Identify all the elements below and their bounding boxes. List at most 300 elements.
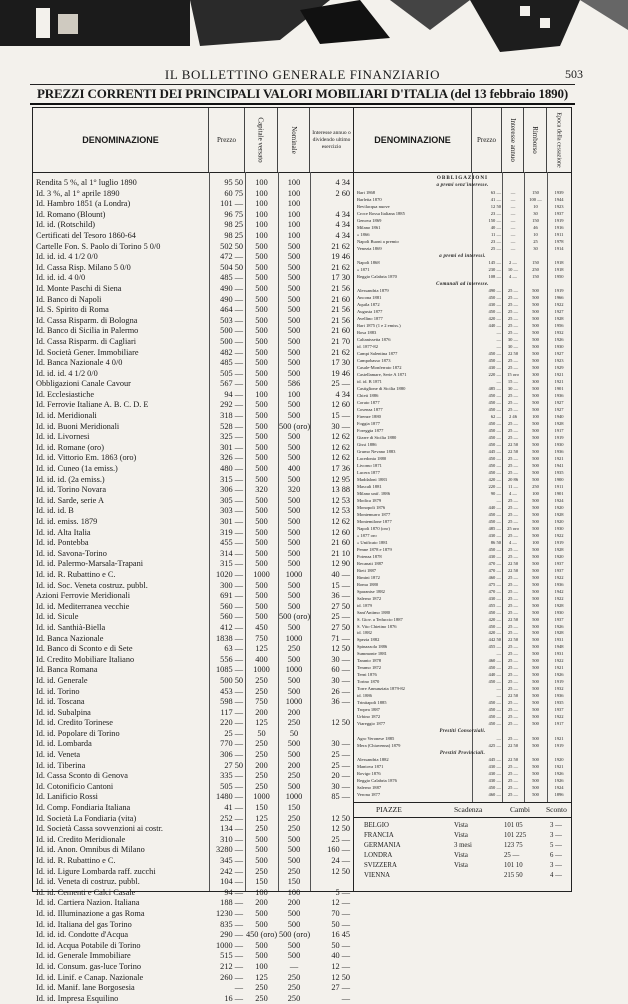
row-denominazione: Id. Cotonificio Cantoni [36,781,114,791]
row-interesse: 27 — [331,983,350,993]
row-nominale: 500 [287,517,301,526]
row-interesse: 27 50 [331,601,350,611]
list-item [354,337,571,344]
row-interesse: 25 — [507,574,519,580]
table-row [33,506,353,517]
row-prezzo: 482 — [220,347,243,357]
row-prezzo: 485 — [488,386,501,392]
row-nominale: 250 [287,813,301,823]
row-prezzo: 504 50 [220,262,243,272]
row-prezzo: 90 — [490,490,501,496]
table-row [33,400,353,411]
list-item [354,344,571,351]
row-prezzo: 104 — [220,877,243,887]
row-capitale: 500 [255,241,268,251]
list-item [354,218,571,225]
row-capitale: 100 [255,389,268,399]
row-prezzo: 450 — [488,393,501,399]
row-interesse: 25 — [507,770,519,776]
row-interesse: 24 — [331,856,350,865]
list-item [354,568,571,575]
row-prezzo: 25 — [224,728,243,738]
row-interesse: 25 — [507,462,519,468]
list-item [354,365,571,372]
row-nominale: 500 [287,750,301,760]
row-epoca: 1914 [554,245,564,251]
list-item [354,526,571,533]
row-denominazione: Modica 1879 [357,497,382,503]
row-prezzo: 23 — [490,238,501,244]
row-nominale: 250 [287,771,301,781]
row-rimborso: 10 [533,231,538,237]
row-interesse: — [510,231,516,237]
row-rimborso: 300 [532,372,539,378]
row-denominazione: Mantova 1871 [357,763,384,769]
row-epoca: 1927 [554,406,564,412]
row-nominale: 100 [287,887,301,897]
row-interesse: 25 — [507,323,519,329]
row-prezzo: 63 — [224,644,243,654]
row-rimborso: 500 [532,651,539,657]
row-denominazione: Napoli 1870 (oro) [357,525,390,531]
row-interesse: 15 — [331,411,350,421]
row-denominazione: Id. id. id. 4 1/2 0/0 [36,252,98,262]
row-denominazione: Id. Banco di Napoli [36,294,102,304]
row-rimborso: 500 [532,658,539,664]
row-prezzo: 230 — [488,266,501,272]
row-epoca: 1926 [554,770,564,776]
left-rows [33,178,353,1004]
row-interesse: 25 — [507,700,519,706]
row-denominazione: Potenza 1878 [357,553,382,559]
row-interesse: 40 — [331,951,350,961]
row-epoca: 1928 [554,420,564,426]
row-prezzo: 450 — [488,351,501,357]
row-prezzo: 450 — [488,609,501,615]
row-denominazione: Spezia 1882 [357,637,380,643]
row-prezzo: 450 — [488,714,501,720]
row-denominazione: Rieti 1887 [357,567,377,573]
table-row [33,718,353,729]
row-prezzo: 505 — [220,781,243,791]
row-denominazione: Id. Romano (Blount) [36,209,106,219]
table-row [33,210,353,221]
row-rimborso: 100 [532,490,539,496]
row-nominale: 50 [289,728,299,738]
row-denominazione: Milano 1861 [357,224,381,230]
row-epoca: 1940 [554,413,564,419]
row-epoca: 1924 [554,784,564,790]
row-capitale: 100 [255,199,268,209]
row-prezzo: 450 — [488,518,501,524]
row-denominazione: Tropea 1887 [357,707,380,713]
list-item [354,449,571,456]
section-title: OBBLIGAZIONI [436,175,489,181]
row-epoca: 1944 [554,196,564,202]
row-capitale: 200 [255,707,268,717]
row-capitale: 500 [255,580,268,590]
row-denominazione: Firenze 1880 [357,413,381,419]
row-denominazione: Mera (Chiavenna) 1879 [357,742,401,748]
row-nominale: 200 [287,898,301,908]
row-prezzo: 315 — [220,474,243,484]
row-nominale: 500 [287,675,301,685]
row-interesse: 25 — [507,420,519,426]
list-item [354,505,571,512]
row-denominazione: Maddaloni 1883 [357,476,387,482]
list-item [354,393,571,400]
row-interesse: 21 60 [331,538,350,548]
row-interesse: 25 — [507,497,519,503]
list-item [354,665,571,672]
row-denominazione: Id. Società La Fondiaria (vita) [36,813,137,823]
row-rimborso: 500 [532,560,539,566]
table-row [33,422,353,433]
row-capitale: 500 [255,294,268,304]
row-capitale: 500 [255,612,268,622]
row-capitale: 500 [255,495,268,505]
row-prezzo: — [496,344,501,350]
list-item [354,596,571,603]
row-denominazione: Gissi 1886 [357,441,377,447]
row-denominazione: Cosenza 1877 [357,406,383,412]
row-prezzo: 440 — [488,504,501,510]
row-denominazione: Agro Veronese 1885 [357,735,395,741]
row-prezzo: 220 — [220,718,243,728]
row-prezzo: 500 — [220,326,243,336]
row-epoca: 1936 [554,581,564,587]
row-nominale: 500 [287,283,301,293]
row-interesse: 26 — [331,686,350,696]
row-prezzo: 62 — [490,413,501,419]
row-prezzo: 485 — [220,273,243,283]
row-prezzo: 490 — [220,294,243,304]
row-denominazione: Alessandria 1882 [357,756,389,762]
row-interesse: 25 — [507,714,519,720]
row-epoca: 1921 [554,665,564,671]
row-prezzo: 86 50 [490,539,501,545]
row-denominazione: Id. id. id. 4 1/2 0/0 [36,368,98,378]
row-denominazione: Salerno 1872 [357,595,382,601]
row-denominazione: Id. id. Vittorio Em. 1863 (oro) [36,453,137,463]
row-nominale: 500 [287,411,301,421]
running-header [30,66,583,85]
row-denominazione: Avellino 1877 [357,316,383,322]
row-denominazione: id. 1882 [357,630,372,636]
row-interesse: 25 — [507,288,519,294]
row-nominale: 500 [287,908,301,918]
row-prezzo: 470 — [488,567,501,573]
row-prezzo: 505 — [220,368,243,378]
row-denominazione: Id. id. Impresa Esquilino [36,993,119,1003]
list-item [354,736,571,743]
row-prezzo: — [496,686,501,692]
row-capitale: 250 [255,983,268,993]
row-prezzo: 450 — [488,427,501,433]
list-item [354,323,571,330]
section-subtitle: Prestiti Consorziali. [439,729,486,735]
row-denominazione: Id. id. Livornesi [36,432,90,442]
row-nominale: 500 [287,548,301,558]
row-nominale: 500 [287,601,301,611]
row-rimborso: 500 [532,784,539,790]
row-prezzo: 464 — [220,305,243,315]
row-nominale: 500 [287,305,301,315]
header-interesse: Interesse annuo o dividendo ultimo esercizio [312,129,351,150]
row-rimborso: 500 [532,504,539,510]
table-row [33,814,353,825]
row-prezzo: 480 — [220,464,243,474]
row-rimborso: 500 [532,735,539,741]
row-interesse: 15 oro [507,372,519,378]
table-row [33,485,353,496]
row-interesse: 12 — [331,898,350,908]
row-rimborso: 500 [532,302,539,308]
row-nominale: 500 [287,326,301,336]
exchange-sconto: 6 — [550,852,562,859]
row-denominazione: Recanati 1887 [357,560,384,566]
row-nominale: 200 [287,707,301,717]
table-row [33,665,353,676]
row-capitale: 500 [255,411,268,421]
row-capitale: 250 [255,686,268,696]
list-item [354,603,571,610]
row-interesse: 71 — [331,633,350,643]
row-interesse: 50 — [331,919,350,929]
row-rimborso: 500 [532,777,539,783]
row-nominale: 500 [287,538,301,548]
row-nominale: 250 [287,644,301,654]
row-prezzo: 450 — [488,400,501,405]
row-prezzo: 450 — [488,406,501,412]
row-epoca: 1927 [554,309,564,315]
row-denominazione: Id. id. emiss. 1879 [36,517,98,526]
table-row [33,295,353,306]
section-subtitle: a premi ed interessi. [439,253,486,259]
row-denominazione: Croce Rossa Italiana 1885 [357,210,405,216]
row-nominale: 100 [287,230,301,240]
table-row [33,687,353,698]
row-interesse: 12 60 [331,400,350,410]
table-row [33,570,353,581]
row-interesse: 21 56 [331,283,350,293]
row-interesse: 36 — [331,697,350,707]
row-capitale: 320 [255,485,268,495]
row-nominale: 150 [287,803,301,813]
row-epoca: 1936 [554,693,564,699]
row-capitale: 500 [255,908,268,918]
row-denominazione: Id. Società Cassa sovvenzioni ai costr. [36,824,163,834]
section-subtitle: Comunali ad interesse. [436,281,489,287]
row-capitale: 500 [255,453,268,463]
list-item [354,575,571,582]
row-rimborso: 500 [532,714,539,720]
exchange-piazza: FRANCIA [364,832,394,839]
row-prezzo: 3280 — [216,845,243,855]
row-capitale: 500 [255,474,268,484]
row-capitale: 250 [255,739,268,749]
row-interesse: 22 50 [507,560,519,566]
row-denominazione: Mascali 1881 [357,483,382,489]
row-prezzo: 318 — [220,411,243,421]
row-interesse: — [510,224,516,230]
row-interesse: 25 — [507,735,519,741]
row-interesse: 25 — [331,379,350,389]
row-denominazione: Id. id. Manif. lane Borgosesia [36,983,135,993]
exchange-row [354,821,571,831]
row-interesse: 25 — [507,630,519,636]
row-denominazione: Venezia 1869 [357,245,382,251]
row-denominazione: Id. Cassa Risp. Milano 5 0/0 [36,262,131,272]
row-denominazione: Montemurro 1877 [357,511,391,517]
row-capitale: 125 [255,813,268,823]
exchange-scadenza: Vista [454,852,468,859]
row-denominazione: Salerno 1887 [357,784,382,790]
row-epoca: 1901 [554,386,564,392]
table-row [33,612,353,623]
row-interesse: 25 — [507,595,519,601]
row-denominazione: Id. id. Generale [36,675,88,685]
row-nominale: 500 [287,432,301,442]
row-denominazione: Id. Banca Nazionale [36,633,104,643]
section-subtitle: Prestiti Provinciali. [439,750,486,756]
row-denominazione: Sant'Antimo 1880 [357,609,391,615]
table-row [33,888,353,899]
row-prezzo: 1085 — [216,665,243,675]
row-rimborso: 250 [532,483,539,489]
table-row [33,951,353,962]
row-denominazione: Roma 1880 [357,581,379,587]
row-nominale: 500 [287,506,301,516]
row-interesse: 25 — [507,553,519,559]
row-interesse: 25 — [507,644,519,650]
row-interesse: 12 50 [331,972,350,982]
row-denominazione: Id. id. Veneta [36,750,81,760]
row-interesse: 4 34 [335,178,350,187]
row-prezzo: 12 50 [490,203,501,209]
row-rimborso: 25 [533,238,538,244]
row-denominazione: Reggio Calabria 1870 [357,273,397,279]
exchange-piazza: SVIZZERA [364,862,397,869]
row-epoca: 1927 [554,400,564,405]
row-rimborso: 500 [532,602,539,608]
row-prezzo: 1480 — [216,792,243,802]
row-nominale: 100 [287,209,301,219]
table-row [33,792,353,803]
row-prezzo: 450 — [488,420,501,426]
row-prezzo: 430 — [488,763,501,769]
row-denominazione: Id. id. Toscana [36,697,85,707]
row-rimborso: 46 [533,224,538,230]
table-row [33,348,353,359]
row-denominazione: Id. id. id. Condotte d'Acqua [36,930,129,940]
row-prezzo: — [496,693,501,699]
row-interesse: 25 — [507,316,519,322]
list-item [354,260,571,267]
row-epoca: 1956 [554,323,564,329]
row-prezzo: 16 — [224,993,243,1003]
row-rimborso: 150 [532,189,539,195]
row-interesse: 25 — [507,309,519,315]
row-nominale: 500 [287,347,301,357]
list-item [354,204,571,211]
row-prezzo: — [234,983,243,993]
row-prezzo: 40 — [490,224,501,230]
row-prezzo: 460 — [488,658,501,664]
row-denominazione: Id. id. id. (2a emiss.) [36,474,105,484]
row-nominale: 500 [287,241,301,251]
row-denominazione: Rimini 1872 [357,574,380,580]
table-row [33,771,353,782]
header-capitale: Capitale versato [245,108,278,172]
row-interesse: 4 34 [335,209,350,219]
row-denominazione: Id. id. Soc. Veneta costruz. pubbl. [36,580,148,590]
row-prezzo: 145 — [488,259,501,265]
row-denominazione: Id. id. Illuminazione a gas Roma [36,908,145,918]
row-interesse: 25 — [507,295,519,301]
row-rimborso: 500 [532,700,539,706]
row-interesse: 21 60 [331,326,350,336]
row-rimborso: 150 [532,273,539,279]
row-rimborso: 30 [533,245,538,251]
row-interesse: 16 45 [331,930,350,940]
row-interesse: 25 — [507,455,519,461]
row-interesse: — [510,245,516,251]
row-interesse: 12 62 [331,517,350,526]
row-interesse: 25 — [507,623,519,629]
row-prezzo: 455 — [488,602,501,608]
row-rimborso: 500 [532,595,539,601]
table-row [33,263,353,274]
row-capitale: 500 [255,358,268,368]
row-nominale: 500 [287,474,301,484]
header-rimborso: Rimborso [524,108,547,172]
row-prezzo: 430 — [488,532,501,538]
row-capitale: 500 [255,252,268,262]
row-denominazione: Taranto 1878 [357,658,382,664]
row-prezzo: 315 — [220,559,243,569]
list-item [354,414,571,421]
row-denominazione: Reggio Calabria 1876 [357,777,397,783]
row-nominale: 250 [287,824,301,834]
row-epoca: 1919 [554,217,564,223]
row-capitale: 450 (oro) [246,930,278,940]
row-prezzo: 450 — [488,309,501,315]
list-item [354,372,571,379]
row-denominazione: Id. id. Pontebba [36,538,89,548]
row-interesse: 19 46 [331,252,350,262]
row-epoca: 1937 [554,707,564,713]
list-item [354,246,571,253]
row-denominazione: Id. Banco di Sicilia in Palermo [36,326,139,336]
row-epoca: 1923 [554,203,564,209]
row-rimborso: 100 [532,539,539,545]
row-denominazione: Id. id. Tiberina [36,760,86,770]
row-capitale: 250 [255,675,268,685]
row-denominazione: Id. id. Torino [36,686,80,696]
row-interesse: — [510,217,516,223]
row-denominazione: Montemilone 1877 [357,518,392,524]
row-epoca: 1924 [554,497,564,503]
list-item [354,743,571,750]
row-capitale: 450 [255,622,268,632]
row-nominale: 500 [287,527,301,537]
row-interesse: 85 — [331,792,350,802]
row-denominazione: id. 1879 [357,602,372,608]
row-rimborso: 500 [532,288,539,294]
table-row [33,824,353,835]
row-prezzo: 41 — [490,196,501,202]
